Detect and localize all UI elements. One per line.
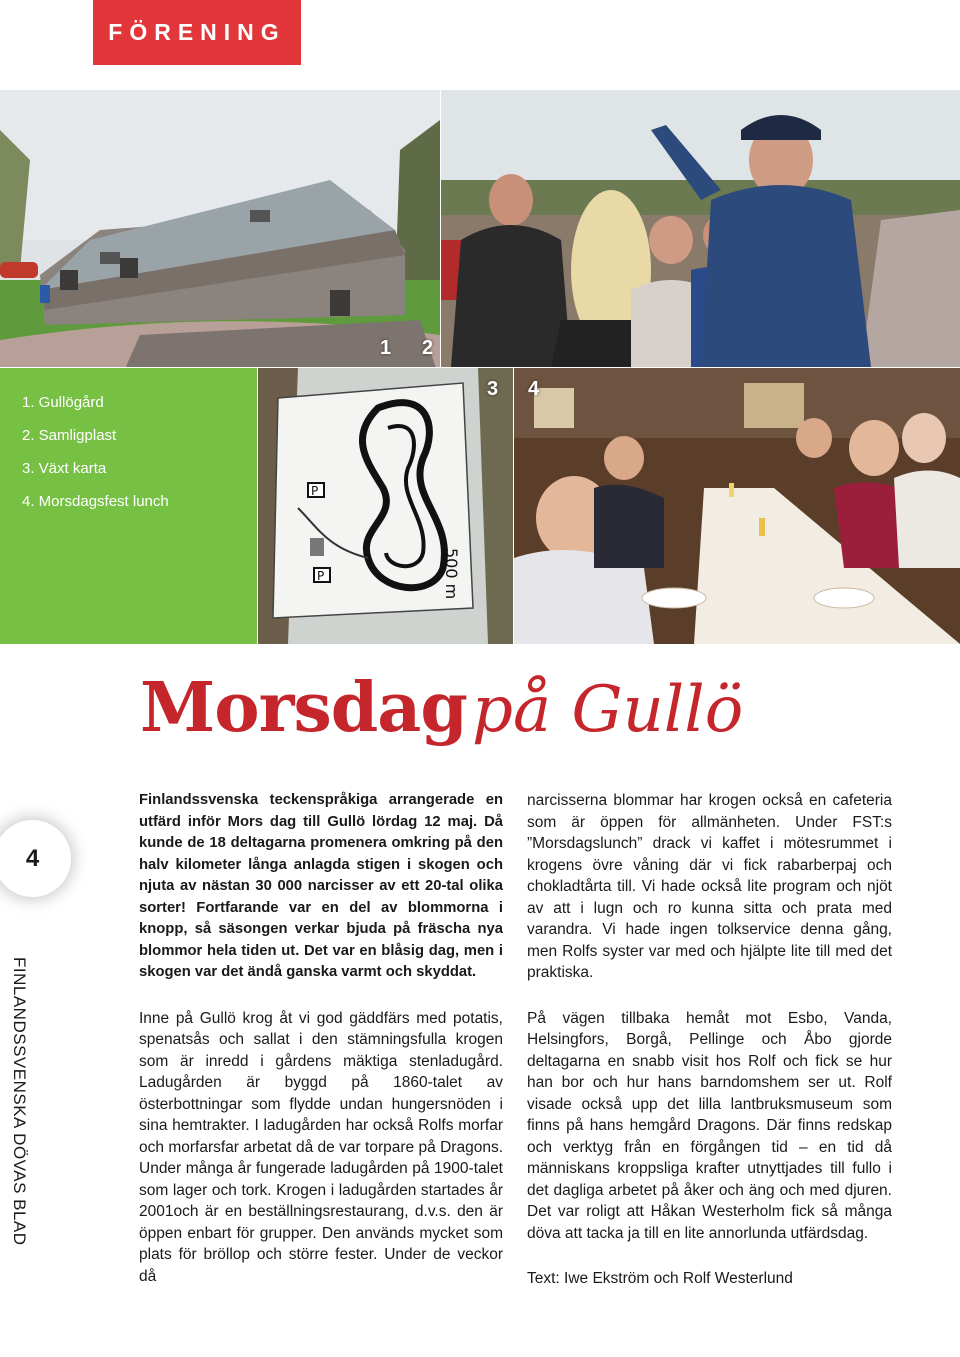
photo-plant-map: [258, 368, 513, 644]
caption-item: 3. Växt karta: [22, 460, 107, 477]
photo-gullogard: [0, 90, 440, 367]
article-paragraph: På vägen tillbaka hemåt mot Esbo, Vanda, Helsingfors, Borgå, Pellinge och Åbo gjorde deltagarna en snabb visit hos Rolf och fick se hur han bor och hur hans barndomshem ser ut. Rolf visade också upp det lilla lantbruksmuseum som finns på hans hemgård Dragons. Där finns redskap och verktyg från en förgången tid – en tid då människans kroppsliga krafter utnyttjades till fullo i det dagliga arbetet på åker och äng och med djuren. Det var roligt att Håkan Westerholm fick så många döva att tacka ja till en lite annorlunda utfärdsdag.: [527, 1009, 892, 1242]
section-badge: [93, 0, 301, 65]
barn-illustration: [0, 90, 440, 367]
photo-number-4: 4: [528, 378, 540, 400]
publication-title: FINLANDSSVENSKA DÖVAS BLAD: [10, 957, 29, 1246]
page-number-badge: [0, 820, 71, 897]
article-column-right: [527, 790, 892, 1314]
photo-number-2: 2: [422, 337, 434, 359]
article-column-left: [139, 790, 503, 1311]
article-paragraph: narcisserna blommar har krogen också en cafeteria som är öppen för allmänheten. Under FST:s ”Morsdagslunch” drack vi kaffet i mötesrummet i krogens övre våning där vi fick rabarberpaj och chokladtårta till. Vi hade också lite program och njöt av att i lugn och ro kunna sitta och prata med varandra. Vi hade ingen tolkservice denna gång, men Rolfs syster var med och hjälpte lite till med det praktiska.: [527, 792, 892, 981]
caption-item: 4. Morsdagsfest lunch: [22, 493, 169, 510]
group-illustration: [441, 90, 960, 367]
photo-number-1: 1: [380, 337, 392, 359]
map-parking-2: P: [317, 569, 325, 583]
caption-item: 1. Gullögård: [22, 394, 104, 411]
map-sign-illustration: [258, 368, 513, 644]
article-credit: Text: Iwe Ekström och Rolf Westerlund: [527, 1270, 793, 1287]
caption-box: [0, 368, 257, 644]
headline-italic: på Gullö: [471, 673, 744, 747]
section-label: FÖRENING: [108, 19, 286, 45]
map-distance-label: 500 m: [442, 548, 461, 600]
photo-mothers-day-lunch: [514, 368, 960, 644]
caption-list: [22, 386, 257, 518]
caption-item: 2. Samligplast: [22, 427, 117, 444]
headline-bold: Morsdag: [140, 668, 467, 748]
article-paragraph: Inne på Gullö krog åt vi god gäddfärs med potatis, spenatsås och sallat i den stämningsfulla krogen som är inredd i gårdens mäktiga stenladugård. Ladugården är byggd på 1860-talet av österbottningar som flydde undan hungersnöden i sina hemtrakter. I ladugården har också Rolfs morfar och morfarsfar arbetat då de var torpare på Dragons. Under många år fungerade ladugården på 1900-talet som lager och tork. Krogen i ladugården startades år 2001och är en beställningsrestaurang, d.v.s. den är öppen enbart för grupper. Den används mycket som plats för bröllop och större fester. Under de veckor då: [139, 1009, 503, 1285]
map-parking-1: P: [311, 484, 319, 498]
lunch-illustration: [514, 368, 960, 644]
page-number: 4: [25, 844, 40, 872]
article-headline: [140, 668, 940, 748]
photo-number-3: 3: [487, 378, 499, 400]
article-lead: Finlandssvenska teckenspråkiga arrangerade en utfärd inför Mors dag till Gullö lördag 12 maj. Då kunde de 18 deltagarna promenera omkring på den halv kilometer långa anlagda stigen i skogen och njuta av nästan 30 000 narcisser av ett 20-tal olika sorter! Fortfarande var en del av blommorna i knopp, så säsongen verkar bjuda på fräscha nya blommor hela tiden ut. Det var en blåsig dag, men i skogen var det ändå ganska varmt och skyddat.: [139, 792, 503, 980]
photo-group-outdoors: [441, 90, 960, 367]
